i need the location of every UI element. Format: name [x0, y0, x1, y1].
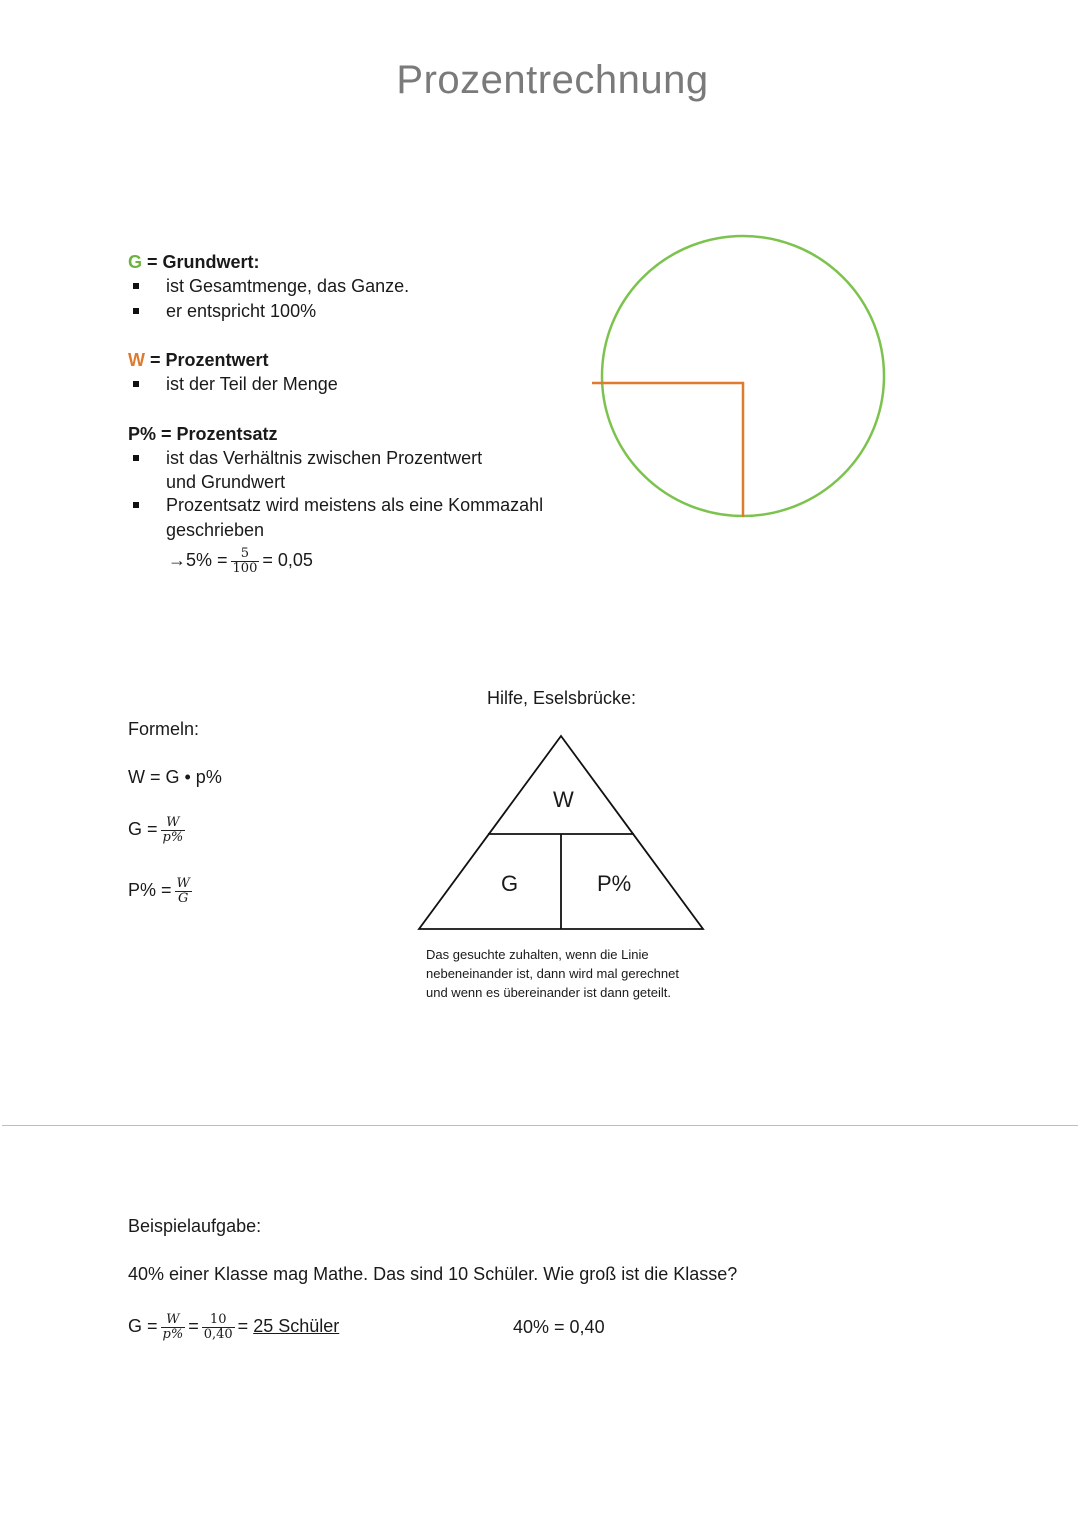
grundwert-bullet-2: er entspricht 100%	[166, 301, 317, 321]
hilfe-note-line-3: und wenn es übereinander ist dann geteilt.	[426, 985, 672, 1000]
example-fraction	[231, 547, 260, 576]
beispiel-solution: G = $\frac{W}{p\%}$ = $\frac{10}{0,40}$ = 25 Schüler	[128, 1311, 340, 1342]
solution-denominator-2: 0,40	[203, 1326, 233, 1342]
prozentwert-label: = Prozentwert	[145, 350, 269, 370]
formula-p-numerator: W	[176, 875, 190, 891]
grundwert-symbol: G	[128, 252, 143, 272]
example-result: = 0,05	[262, 550, 313, 570]
beispiel-note: 40% = 0,40	[513, 1317, 605, 1337]
grundwert-heading	[128, 250, 260, 274]
solution-fraction-2	[202, 1313, 235, 1342]
prozentsatz-heading: P% = Prozentsatz	[128, 424, 278, 444]
section-divider	[2, 1125, 1078, 1126]
bullet-icon	[133, 502, 139, 508]
grundwert-label: = Grundwert:	[142, 252, 260, 272]
page-title: Prozentrechnung	[396, 58, 709, 102]
quarter-segment-lines	[592, 383, 743, 517]
prozentsatz-bullet-2-line-2: geschrieben	[166, 520, 265, 540]
formula-p-fraction	[175, 877, 192, 906]
hilfe-note-line-1: Das gesuchte zuhalten, wenn die Linie	[426, 947, 649, 962]
formula-g-lhs: G =	[128, 819, 158, 839]
example-numerator: 5	[231, 547, 260, 562]
solution-result: 25 Schüler	[253, 1316, 340, 1336]
bullet-icon	[133, 381, 139, 387]
triangle-w: W	[553, 787, 574, 812]
prozentwert-bullet-1: ist der Teil der Menge	[166, 374, 338, 394]
formula-p-lhs: P% =	[128, 880, 172, 900]
prozentsatz-bullet-1-line-2: und Grundwert	[166, 472, 286, 492]
prozentsatz-bullet-2-line-1: Prozentsatz wird meistens als eine Kommazahl	[166, 495, 544, 515]
grundwert-bullet-1: ist Gesamtmenge, das Ganze.	[166, 276, 410, 296]
beispiel-heading: Beispielaufgabe:	[128, 1216, 262, 1236]
formeln-heading: Formeln:	[128, 719, 200, 739]
solution-lhs: G =	[128, 1316, 158, 1336]
solution-fraction-1	[161, 1313, 186, 1342]
solution-numerator-2: 10	[202, 1313, 235, 1328]
formula-p	[128, 873, 195, 907]
formula-g-numerator: W	[161, 816, 186, 831]
example-prefix: →5% =	[168, 550, 228, 570]
beispiel-question: 40% einer Klasse mag Mathe. Das sind 10 Schüler. Wie groß ist die Klasse?	[128, 1264, 738, 1284]
circle-diagram	[588, 230, 908, 522]
bullet-icon	[133, 455, 139, 461]
formula-w: W = G • p%	[128, 767, 222, 787]
hilfe-heading: Hilfe, Eselsbrücke:	[487, 688, 637, 708]
formula-g	[128, 812, 188, 846]
bullet-icon	[133, 308, 139, 314]
triangle-diagram	[415, 732, 707, 932]
formula-g-fraction	[161, 816, 186, 845]
formula-g-denominator: p%	[162, 829, 184, 845]
solution-numerator-1: W	[161, 1313, 186, 1328]
prozentsatz-bullet-1-line-1: ist das Verhältnis zwischen Prozentwert	[166, 448, 483, 468]
prozentwert-symbol: W	[128, 350, 145, 370]
formula-p-denominator: G	[178, 890, 189, 906]
bullet-icon	[133, 283, 139, 289]
triangle-p: P%	[597, 871, 632, 896]
solution-denominator-1: p%	[162, 1326, 184, 1342]
prozentsatz-example	[168, 543, 313, 577]
triangle-g: G	[501, 871, 519, 896]
prozentwert-heading	[128, 348, 269, 372]
example-denominator: 100	[232, 560, 258, 576]
hilfe-note-line-2: nebeneinander ist, dann wird mal gerechnet	[426, 966, 679, 981]
solution-equals: =	[188, 1316, 199, 1336]
